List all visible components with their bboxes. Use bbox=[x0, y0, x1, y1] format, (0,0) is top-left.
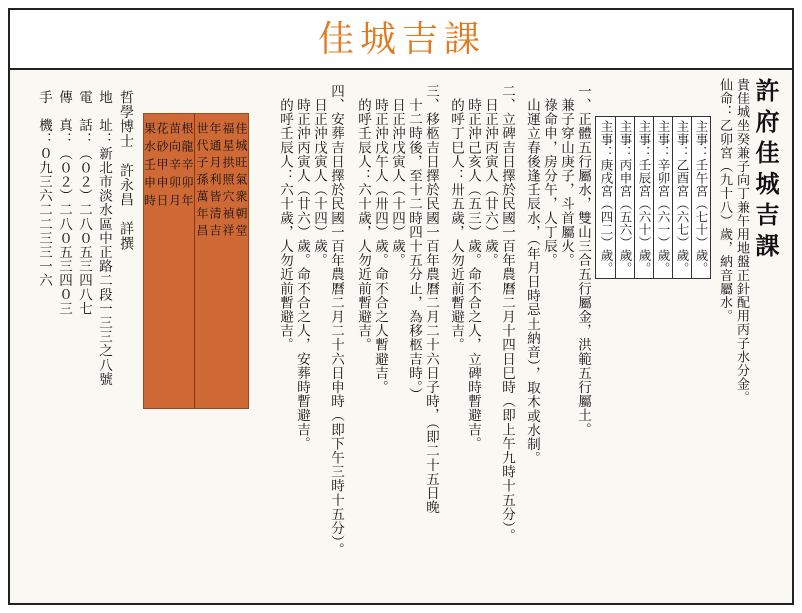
section-1-line: 山運立春後逢壬辰水，（年月日時忌土納音），取木或水制。 bbox=[524, 84, 540, 466]
host-cell: 主事：庚戌宮（四二）歲。 bbox=[599, 120, 614, 275]
host-cell: 主事：辛卯宮（六一）歲。 bbox=[653, 117, 672, 278]
section-4-line: 的呼壬辰人：六十歲，人勿近前暫避吉。 bbox=[277, 84, 293, 352]
section-4-line: 日正沖戊寅人（十四）歲。 bbox=[311, 84, 327, 268]
pillar-column: 花砂甲申日 bbox=[155, 122, 169, 212]
host-cell: 主事：乙酉宮（六七）歲。 bbox=[672, 117, 691, 278]
section-2-line: 日正沖丙寅人（廿六）歲。 bbox=[482, 84, 498, 268]
header-line-1: 貴佳城坐癸兼子向丁兼午用地盤正針配用丙子水分金。 bbox=[734, 78, 749, 405]
host-cell: 主事：壬午宮（七十）歲。 bbox=[691, 117, 710, 278]
phone-line: 電 話：（０２）二八０五三四八七 bbox=[76, 90, 92, 316]
section-2-line: 二、立碑吉日擇於民國一百年農曆二月十四日巳時（即上午九時十五分）。 bbox=[499, 84, 515, 543]
verse-column: 福星拱照穴禎祥 bbox=[221, 122, 235, 241]
pillar-column: 苗向辛卯月 bbox=[167, 122, 182, 212]
blessing-divider bbox=[194, 114, 195, 408]
verse-column: 佳城旺氣衆朝堂 bbox=[234, 122, 248, 241]
section-2-line: 時正沖己亥人（五三）歲。命不合之人，立碑時暫避吉。 bbox=[465, 84, 481, 451]
doc-title: 許府佳城吉課 bbox=[751, 78, 780, 264]
section-1-line: 一、正體五行屬水，雙山三合五行屬金，洪範五行屬土。 bbox=[575, 84, 591, 437]
header-line-2: 仙命：乙卯宮（九十八）歲，納音屬水。 bbox=[717, 78, 732, 323]
mobile-line: 手 機：０九三六二二三三一六 bbox=[36, 90, 52, 288]
section-3-line: 三、移柩吉日擇於民國一百年農曆二月二十六日子時，（即二十五日晚 bbox=[423, 84, 439, 515]
section-4-line: 四、安葬吉日擇於民國一百年農曆二月二十六日申時（即下午三時十五分）。 bbox=[328, 84, 344, 557]
host-cell: 主事：丙申宮（五六）歲。 bbox=[615, 117, 634, 278]
host-cell: 主事：壬辰宮（六十）歲。 bbox=[634, 117, 653, 278]
author-line: 哲學博士 許永昌 詳撰 bbox=[118, 90, 134, 251]
section-1-line: 兼子穿山庚子，斗首屬火。 bbox=[558, 84, 574, 268]
section-3-line: 十二時後，至十二時四十五分止，為移柩吉時。） bbox=[406, 84, 422, 402]
section-2-line: 的呼丁巳人：卅五歲，人勿近前暫避吉。 bbox=[448, 84, 464, 352]
verse-column: 年通月利皆清吉 bbox=[208, 122, 222, 241]
section-3-line: 日正沖戊寅人（十四）歲。 bbox=[389, 84, 405, 268]
section-3-line: 時正沖戊午人（卅四）歲。命不合之人暫避吉。 bbox=[372, 84, 388, 395]
address-line: 地 址：新北市淡水區中正路二段一三三之八號 bbox=[96, 90, 112, 387]
pillar-column: 果水壬申時 bbox=[142, 122, 157, 212]
page-title: 佳城吉課 bbox=[317, 19, 486, 60]
section-3-line: 的呼壬辰人：六十歲，人勿近前暫避吉。 bbox=[355, 84, 371, 352]
verse-column: 世代子孫萬年昌 bbox=[195, 122, 209, 241]
section-1-line: 祿命申，房分午，人丁辰。 bbox=[541, 84, 557, 268]
host-table bbox=[595, 116, 711, 279]
document-body bbox=[10, 70, 792, 603]
fax-line: 傳 真：（０２）二八０五三四０三 bbox=[56, 90, 72, 316]
section-4-line: 時正沖丙寅人（廿六）歲。命不合之人，安葬時暫避吉。 bbox=[294, 84, 310, 451]
document-frame bbox=[8, 8, 794, 605]
pillar-column: 根龍辛卯年 bbox=[180, 122, 194, 212]
blessing-panel bbox=[143, 113, 249, 409]
